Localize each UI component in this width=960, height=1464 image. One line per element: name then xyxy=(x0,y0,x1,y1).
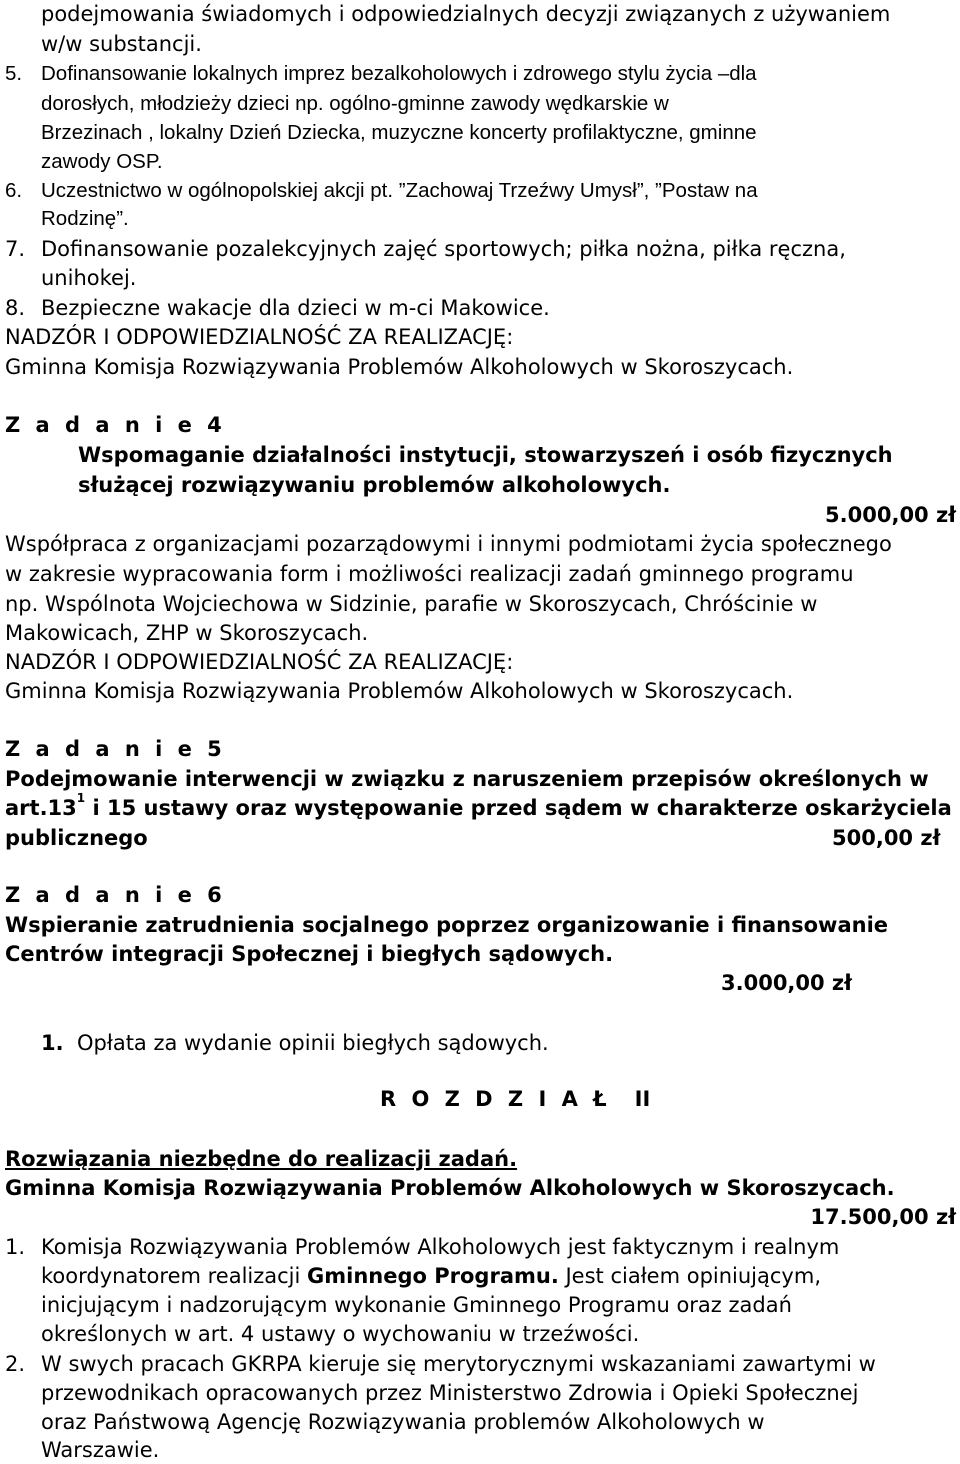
task-title: Wspomaganie działalności instytucji, stowarzyszeń i osób fizycznych xyxy=(78,443,893,467)
task-title: publicznego xyxy=(5,826,148,850)
task-title: Wspieranie zatrudnienia socjalnego poprzez organizowanie i finansowanie xyxy=(5,913,889,937)
task-title: $art.13^1$ i 15 ustawy oraz występowanie przed sądem w charakterze oskarżyciela xyxy=(5,791,952,820)
oversight-label: NADZÓR I ODPOWIEDZIALNOŚĆ ZA REALIZACJĘ: xyxy=(5,650,514,674)
task-heading: Z a d a n i e 6 xyxy=(5,883,226,907)
task-title: służącej rozwiązywaniu problemów alkoholowych. xyxy=(78,473,671,497)
text-line: zawody OSP. xyxy=(41,150,163,173)
responsible-body: Gminna Komisja Rozwiązywania Problemów Alkoholowych w Skoroszycach. xyxy=(5,1176,895,1200)
list-text: W swych pracach GKRPA kieruje się merytorycznymi wskazaniami zawartymi w xyxy=(41,1352,876,1376)
task-amount: 5.000,00 zł xyxy=(825,503,956,527)
text-line: oraz Państwową Agencję Rozwiązywania problemów Alkoholowych w xyxy=(41,1410,765,1434)
text-line: Warszawie. xyxy=(41,1438,160,1462)
text-line: Makowicach, ZHP w Skoroszycach. xyxy=(5,621,369,645)
text-line: Współpraca z organizacjami pozarządowymi i innymi podmiotami życia społecznego xyxy=(5,532,892,556)
responsible-body: Gminna Komisja Rozwiązywania Problemów Alkoholowych w Skoroszycach. xyxy=(5,679,794,703)
text-line: określonych w art. 4 ustawy o wychowaniu w trzeźwości. xyxy=(41,1322,640,1346)
text-line: koordynatorem realizacji Gminnego Programu. Jest ciałem opiniującym, xyxy=(41,1264,821,1288)
task-heading: Z a d a n i e 5 xyxy=(5,737,226,761)
text-line: inicjującym i nadzorującym wykonanie Gminnego Programu oraz zadań xyxy=(41,1293,792,1317)
text-line: dorosłych, młodzieży dzieci np. ogólno-gminne zawody wędkarskie w xyxy=(41,92,669,115)
chapter-heading: R O Z D Z I A Ł II xyxy=(380,1087,651,1111)
list-item xyxy=(5,60,757,88)
text-line: Rodzinę”. xyxy=(41,207,129,230)
responsible-body: Gminna Komisja Rozwiązywania Problemów Alkoholowych w Skoroszycach. xyxy=(5,355,794,379)
text-line: unihokej. xyxy=(41,266,137,290)
list-number: 1. xyxy=(41,1031,64,1055)
task-amount: 3.000,00 zł xyxy=(721,971,852,995)
list-text: Dofinansowanie pozalekcyjnych zajęć sportowych; piłka nożna, piłka ręczna, xyxy=(41,237,846,261)
list-number: 6. xyxy=(5,179,23,202)
list-item xyxy=(5,235,846,263)
text-line: np. Wspólnota Wojciechowa w Sidzinie, parafie w Skoroszycach, Chróścinie w xyxy=(5,592,818,616)
text-line: Brzezinach , lokalny Dzień Dziecka, muzyczne koncerty profilaktyczne, gminne xyxy=(41,121,757,144)
chapter-amount: 17.500,00 zł xyxy=(810,1205,956,1229)
list-number: 1. xyxy=(5,1235,26,1259)
oversight-label: NADZÓR I ODPOWIEDZIALNOŚĆ ZA REALIZACJĘ: xyxy=(5,325,514,349)
text-line: w/w substancji. xyxy=(41,32,202,56)
list-number: 5. xyxy=(5,62,23,85)
list-text: Uczestnictwo w ogólnopolskiej akcji pt. ”Zachowaj Trzeźwy Umysł”, ”Postaw na xyxy=(41,179,758,202)
chapter-subtitle: Rozwiązania niezbędne do realizacji zadań. xyxy=(5,1147,518,1171)
list-number: 7. xyxy=(5,237,26,261)
list-number: 8. xyxy=(5,296,26,320)
list-text: Komisja Rozwiązywania Problemów Alkoholowych jest faktycznym i realnym xyxy=(41,1235,840,1259)
list-text: Opłata za wydanie opinii biegłych sądowych. xyxy=(77,1031,549,1055)
task-title: Centrów integracji Społecznej i biegłych sądowych. xyxy=(5,942,614,966)
task-heading: Z a d a n i e 4 xyxy=(5,413,226,437)
list-item xyxy=(5,1350,876,1378)
list-text: Bezpieczne wakacje dla dzieci w m-ci Makowice. xyxy=(41,296,550,320)
list-item xyxy=(5,294,550,322)
text-line: w zakresie wypracowania form i możliwości realizacji zadań gminnego programu xyxy=(5,562,854,586)
text-line: podejmowania świadomych i odpowiedzialnych decyzji związanych z używaniem xyxy=(41,2,891,26)
list-item xyxy=(5,1233,839,1261)
list-item xyxy=(41,1029,549,1057)
list-text: Dofinansowanie lokalnych imprez bezalkoholowych i zdrowego stylu życia –dla xyxy=(41,62,757,85)
list-item xyxy=(5,177,758,205)
text-line: przewodnikach opracowanych przez Ministerstwo Zdrowia i Opieki Społecznej xyxy=(41,1381,859,1405)
task-amount: 500,00 zł xyxy=(832,826,941,850)
task-title: Podejmowanie interwencji w związku z naruszeniem przepisów określonych w xyxy=(5,767,929,791)
list-number: 2. xyxy=(5,1352,26,1376)
